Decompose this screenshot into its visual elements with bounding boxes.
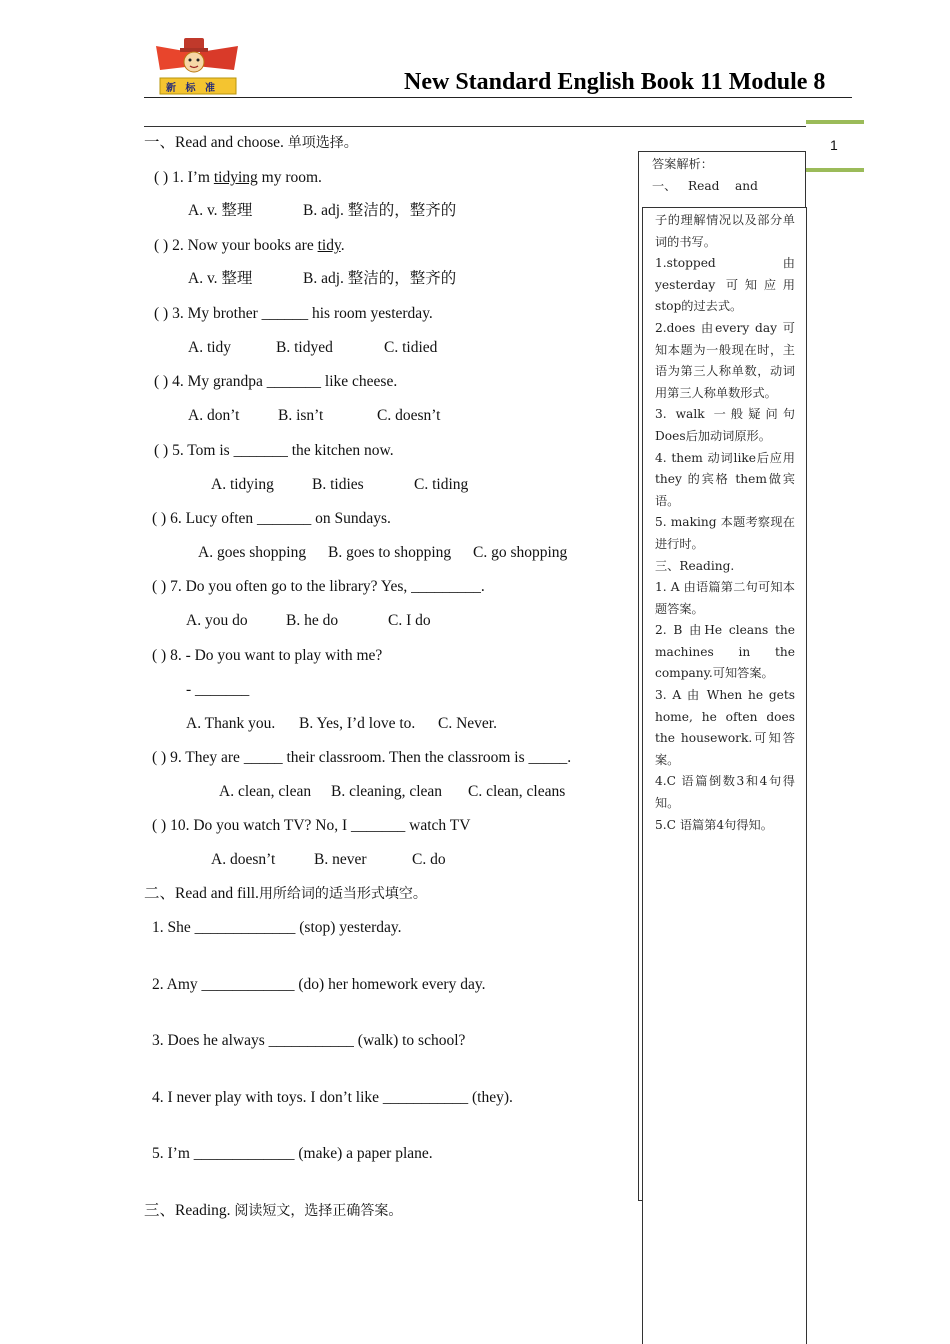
page-number-bar-top xyxy=(806,120,864,124)
question-bracket: ( ) xyxy=(154,169,169,186)
answer-line: 3. walk 一般疑问句 Does后加动词原形。 xyxy=(655,407,795,443)
fill-item-3: 3. Does he always ___________ (walk) to school? xyxy=(152,1032,466,1049)
question-bracket: ( ) xyxy=(152,578,167,595)
section3-heading-cn: 阅读短文，选择正确答案。 xyxy=(234,1203,403,1219)
answer-line: 1. A 由语篇第二句可知本题答案。 xyxy=(655,580,795,616)
question-text: 10. Do you watch TV? No, I _______ watch TV xyxy=(170,817,471,834)
answer-line: 子的理解情况以及部分单词的书写。 xyxy=(655,213,795,249)
option: A. don’t xyxy=(188,407,240,424)
question-2 xyxy=(154,236,345,256)
fill-item-4: 4. I never play with toys. I don’t like ___________ (they). xyxy=(152,1089,513,1106)
question-text-pre: 1. I’m xyxy=(172,169,214,186)
option: A. clean, clean xyxy=(219,783,312,800)
question-4 xyxy=(154,372,397,392)
option: A. tidy xyxy=(188,339,232,356)
answer-line: 2. B 由He cleans the machines in the company.可知答案。 xyxy=(655,623,795,681)
question-1 xyxy=(154,168,322,188)
question-text: 6. Lucy often _______ on Sundays. xyxy=(170,510,391,527)
answer-explanations xyxy=(655,210,795,836)
option: C. go shopping xyxy=(473,544,568,561)
logo-text: 新 标 准 xyxy=(166,83,218,94)
section3-heading-en: 三、Reading. xyxy=(144,1202,231,1219)
section1-heading-en: 一、Read and choose. xyxy=(144,134,284,151)
question-8 xyxy=(152,646,382,666)
option: A. Thank you. xyxy=(186,715,276,732)
option: B. isn’t xyxy=(278,407,324,424)
page-number: 1 xyxy=(830,137,838,153)
answer-line: 5.C 语篇第4句得知。 xyxy=(655,817,773,832)
question-text: 9. They are _____ their classroom. Then the classroom is _____. xyxy=(170,749,572,766)
question-7 xyxy=(152,577,485,597)
underlined-word: tidying xyxy=(213,169,258,186)
question-10 xyxy=(152,816,470,836)
question-text: 7. Do you often go to the library? Yes, _________. xyxy=(170,578,485,595)
section1-heading xyxy=(144,133,358,153)
question-text: 4. My grandpa _______ like cheese. xyxy=(172,373,398,390)
option: C. Never. xyxy=(438,715,497,732)
answer-line: 5. making 本题考察现在进行时。 xyxy=(655,515,795,551)
option: A. you do xyxy=(186,612,248,629)
option: B. tidyed xyxy=(276,339,333,356)
fill-item-2: 2. Amy ____________ (do) her homework every day. xyxy=(152,976,486,993)
option: B. Yes, I’d love to. xyxy=(299,715,416,732)
option: C. I do xyxy=(388,612,431,629)
section2-heading-cn: 用所给词的适当形式填空。 xyxy=(258,886,427,902)
header-rule-2 xyxy=(144,126,806,127)
fill-item-1: 1. She _____________ (stop) yesterday. xyxy=(152,919,402,936)
header-rule xyxy=(144,97,852,98)
option: C. do xyxy=(412,851,446,868)
section2-heading-en: 二、Read and fill. xyxy=(144,885,259,902)
option: C. tiding xyxy=(414,476,469,493)
question-text: 3. My brother ______ his room yesterday. xyxy=(172,305,433,322)
question-text-post: my room. xyxy=(257,169,322,186)
option: B. cleaning, clean xyxy=(331,783,443,800)
option: C. tidied xyxy=(384,339,438,356)
underlined-word: tidy xyxy=(317,237,341,254)
question-bracket: ( ) xyxy=(152,510,167,527)
answer-box-title: 答案解析： xyxy=(652,157,713,171)
option: A. tidying xyxy=(211,476,274,493)
option: B. he do xyxy=(286,612,339,629)
question-bracket: ( ) xyxy=(154,305,169,322)
option: B. adj. 整洁的，整齐的 xyxy=(303,270,457,287)
option: C. doesn’t xyxy=(377,407,441,424)
option: C. clean, cleans xyxy=(468,783,566,800)
answer-line: 1.stopped 由 yesterday 可知应用 stop的过去式。 xyxy=(655,256,795,314)
question-bracket: ( ) xyxy=(152,749,167,766)
answer-line: 三、Reading. xyxy=(655,558,735,573)
answer-line: 4. them 动词like后应用 they 的宾格 them做宾语。 xyxy=(655,450,795,508)
question-text: 8. - Do you want to play with me? xyxy=(170,647,383,664)
fill-item-5: 5. I’m _____________ (make) a paper plane. xyxy=(152,1145,433,1162)
section1-heading-cn: 单项选择。 xyxy=(287,135,358,151)
question-text-post: . xyxy=(340,237,345,254)
question-bracket: ( ) xyxy=(154,373,169,390)
question-bracket: ( ) xyxy=(154,237,169,254)
option: A. v. 整理 xyxy=(188,270,253,287)
option: A. goes shopping xyxy=(198,544,307,561)
question-9 xyxy=(152,748,571,768)
answer-line: 4.C 语篇倒数3和4句得知。 xyxy=(655,774,795,811)
option: B. never xyxy=(314,851,367,868)
option: A. v. 整理 xyxy=(188,202,253,219)
question-6 xyxy=(152,509,391,529)
question-text-pre: 2. Now your books are xyxy=(172,237,318,254)
section3-heading xyxy=(144,1201,402,1221)
answer-box-subtitle: 一、 Read and xyxy=(652,179,758,193)
option: B. tidies xyxy=(312,476,364,493)
question-bracket: ( ) xyxy=(154,442,169,459)
question-3 xyxy=(154,304,433,324)
logo xyxy=(150,36,244,96)
page-number-bar-bottom xyxy=(806,168,864,172)
answer-line: 2.does 由every day 可知本题为一般现在时，主语为第三人称单数，动词用第三人称单数形式。 xyxy=(655,320,795,400)
option: A. doesn’t xyxy=(211,851,276,868)
question-8-answer-line: - _______ xyxy=(186,681,250,698)
document-title: New Standard English Book 11 Module 8 xyxy=(404,69,826,95)
question-bracket: ( ) xyxy=(152,647,167,664)
section2-heading xyxy=(144,884,427,904)
option: B. goes to shopping xyxy=(328,544,452,561)
question-bracket: ( ) xyxy=(152,817,167,834)
option: B. adj. 整洁的，整齐的 xyxy=(303,202,457,219)
question-5 xyxy=(154,441,394,461)
answer-line: 3. A 由 When he gets home, he often does the housework.可知答案。 xyxy=(655,688,795,767)
question-text: 5. Tom is _______ the kitchen now. xyxy=(172,442,394,459)
